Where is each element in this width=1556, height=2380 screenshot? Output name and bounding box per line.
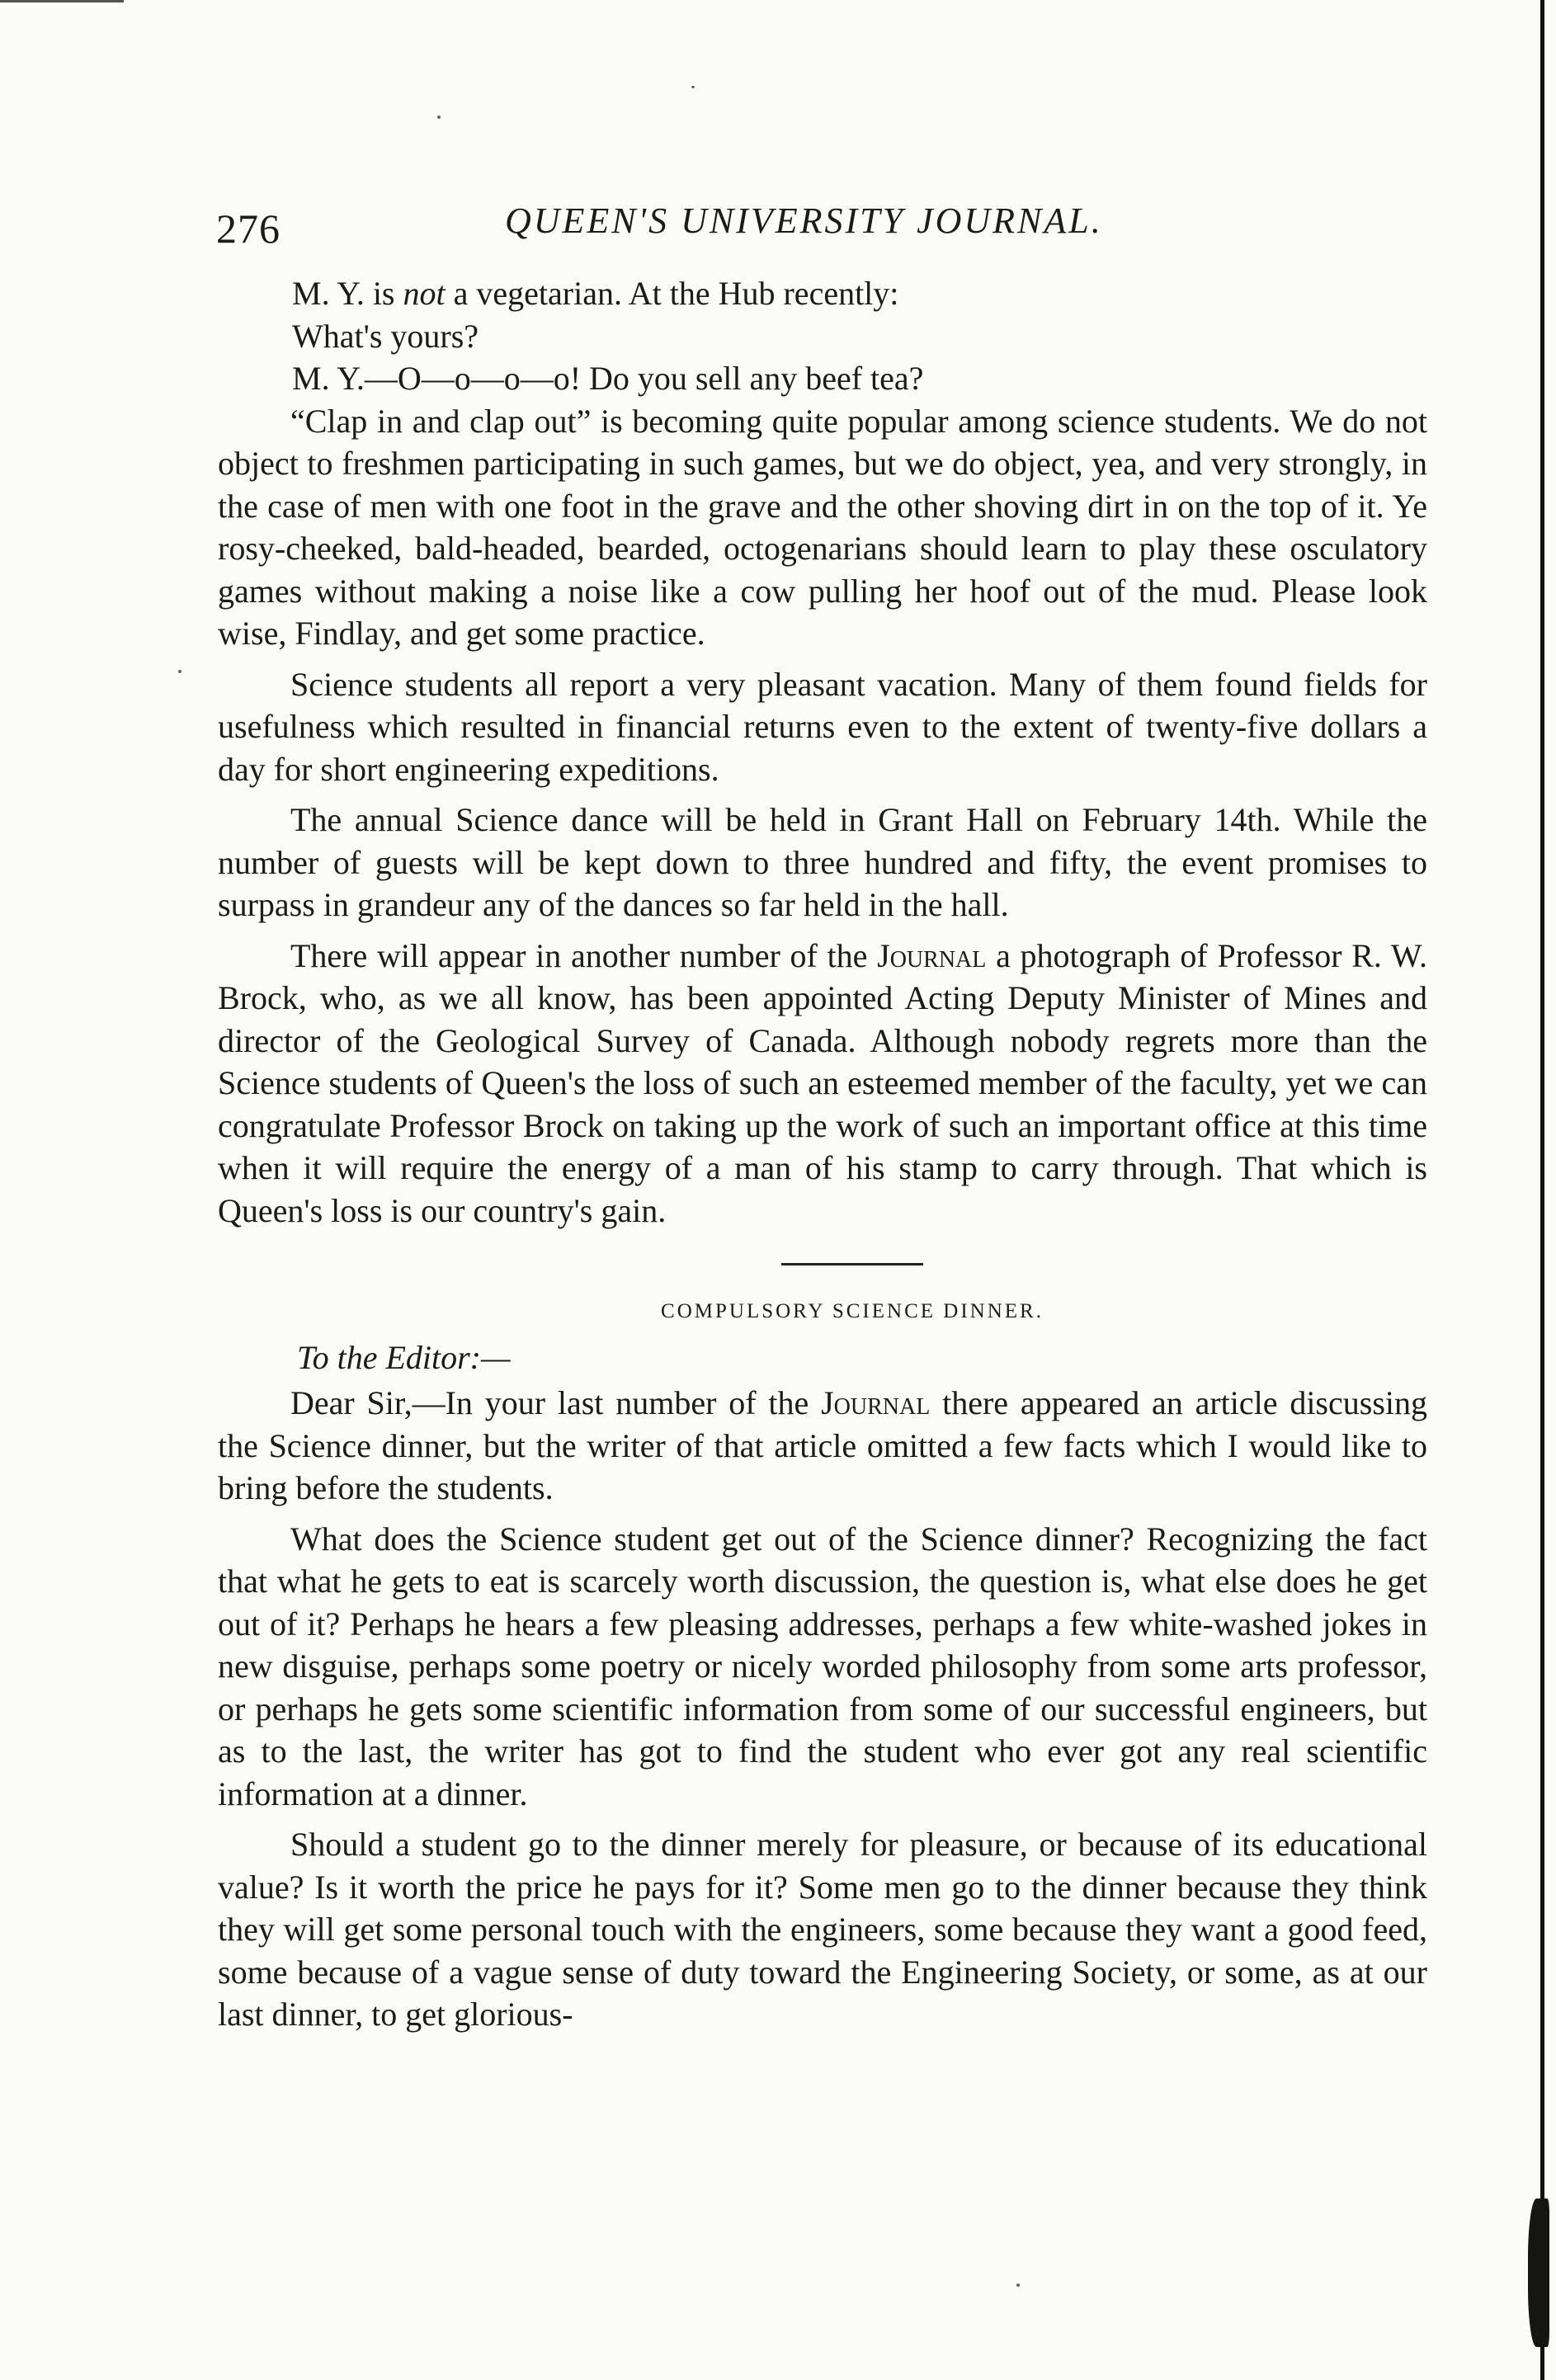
letter-paragraph-1: Dear Sir,—In your last number of the Journal there appeared an article discussing the Science dinner, but the writer of that article omitted a few facts which I would like to bring before the students.: [218, 1384, 1427, 1506]
journal-title: QUEEN'S UNIVERSITY JOURNAL.: [505, 200, 1103, 241]
page-number: 276: [216, 205, 281, 252]
opening-line-3: M. Y.—O—o—o—o! Do you sell any beef tea?: [292, 360, 924, 397]
paragraph-vacation: Science students all report a very pleasant vacation. Many of them found fields for usefulness which resulted in financial returns even to the extent of twenty-five dollars a day for short engineering expeditions.: [218, 665, 1427, 788]
paragraph-clap: “Clap in and clap out” is becoming quite popular among science students. We do not object to freshmen participating in such games, but we do object, yea, and very strongly, in the case of men with one foot in the grave and the other shoving dirt in on the top of it. Ye rosy-cheeked, bald-headed, bearded, octogenarians should learn to play these osculatory games without making a noise like a cow pulling her hoof out of the mud. Please look wise, Findlay, and get some practice.: [218, 402, 1427, 652]
letter-paragraph-2: What does the Science student get out of the Science dinner? Recognizing the fact that what he gets to eat is scarcely worth discussion, the question is, what else does he get out of it? Perhaps he hears a few pleasing addresses, perhaps a few white-washed jokes in new disguise, perhaps some poetry or nicely worded philosophy from some arts professor, or perhaps he gets some scientific information from some of our successful engineers, but as to the last, the writer has got to find the student who ever got any real scientific information at a dinner.: [218, 1520, 1427, 1812]
opening-line-1: M. Y. is not a vegetarian. At the Hub recently:: [292, 275, 899, 312]
opening-line-2: What's yours?: [292, 317, 479, 355]
paragraph-dance: The annual Science dance will be held in Grant Hall on February 14th. While the number of guests will be kept down to three hundred and fifty, the event promises to surpass in grandeur any of the dances so far held in the hall.: [218, 801, 1427, 923]
scan-speck: [178, 670, 182, 673]
scan-speck: [437, 115, 441, 119]
page-body: [218, 272, 1427, 2044]
scan-ink-blot: [1528, 2199, 1549, 2347]
scan-top-rule: [0, 0, 124, 2]
scan-binding-edge: [1540, 0, 1544, 2380]
opening-dialogue: [218, 272, 1427, 400]
paragraph-brock: There will appear in another number of the Journal a photograph of Professor R. W. Brock, who, as we all know, has been appointed Acting Deputy Minister of Mines and director of the Geological Survey of Canada. Although nobody regrets more than the Science students of Queen's the loss of such an esteemed member of the faculty, yet we can congratulate Professor Brock on taking up the work of such an important office at this time when it will require the energy of a man of his stamp to carry through. That which is Queen's loss is our country's gain.: [218, 936, 1427, 1229]
section-divider: [781, 1263, 923, 1265]
letter-paragraph-3: Should a student go to the dinner merely for pleasure, or because of its educational value? Is it worth the price he pays for it? Some men go to the dinner because they think they will get some personal touch with the engineers, some because they want a good feed, some because of a vague sense of duty toward the Engineering Society, or some, as at our last dinner, to get glorious-: [218, 1826, 1427, 2033]
page-header: [216, 196, 1437, 262]
scan-speck: [691, 86, 695, 88]
letter-salutation: To the Editor:—: [297, 1338, 511, 1376]
scan-speck: [1016, 2283, 1020, 2287]
section-heading: COMPULSORY SCIENCE DINNER.: [661, 1300, 1044, 1322]
